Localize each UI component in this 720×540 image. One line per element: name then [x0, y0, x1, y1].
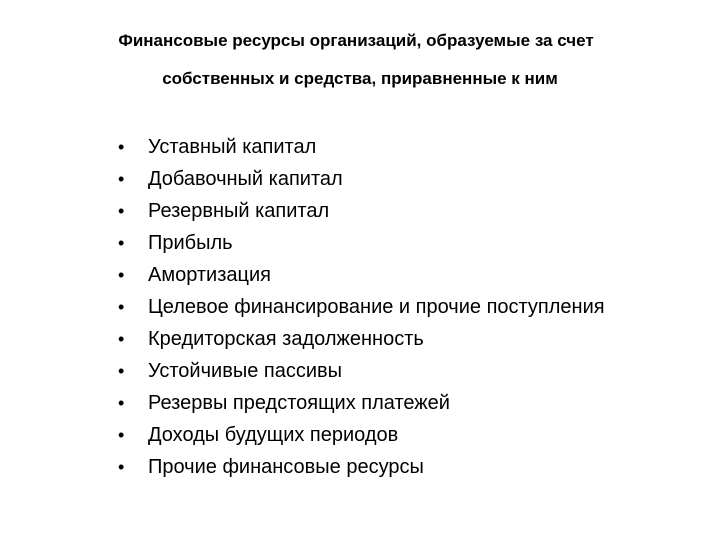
list-item-text: Уставный капитал: [148, 136, 317, 158]
list-item-text: Прибыль: [148, 232, 233, 254]
list-item-text: Добавочный капитал: [148, 168, 343, 190]
list-item-text: Кредиторская задолженность: [148, 328, 424, 350]
slide-title-line-1: Финансовые ресурсы организаций, образуемые за счет: [118, 31, 594, 50]
bullet-icon: •: [118, 265, 125, 285]
bullet-icon: •: [118, 393, 125, 413]
bullet-icon: •: [118, 169, 125, 189]
list-item-text: Резервы предстоящих платежей: [148, 392, 450, 414]
bullet-icon: •: [118, 329, 125, 349]
list-item-text: Резервный капитал: [148, 200, 330, 222]
list-item-text: Доходы будущих периодов: [148, 424, 399, 446]
bullet-icon: •: [118, 137, 125, 157]
bullet-icon: •: [118, 201, 125, 221]
slide-title-line-2: собственных и средства, приравненные к ним: [162, 69, 558, 88]
bullet-icon: •: [118, 361, 125, 381]
list-item-text: Устойчивые пассивы: [148, 360, 342, 382]
bullet-icon: •: [118, 233, 125, 253]
list-item-text: Прочие финансовые ресурсы: [148, 456, 424, 478]
list-item-text: Целевое финансирование и прочие поступления: [148, 296, 605, 318]
bullet-icon: •: [118, 425, 125, 445]
bullet-icon: •: [118, 457, 125, 477]
list-item-text: Амортизация: [148, 264, 271, 286]
bullet-icon: •: [118, 297, 125, 317]
